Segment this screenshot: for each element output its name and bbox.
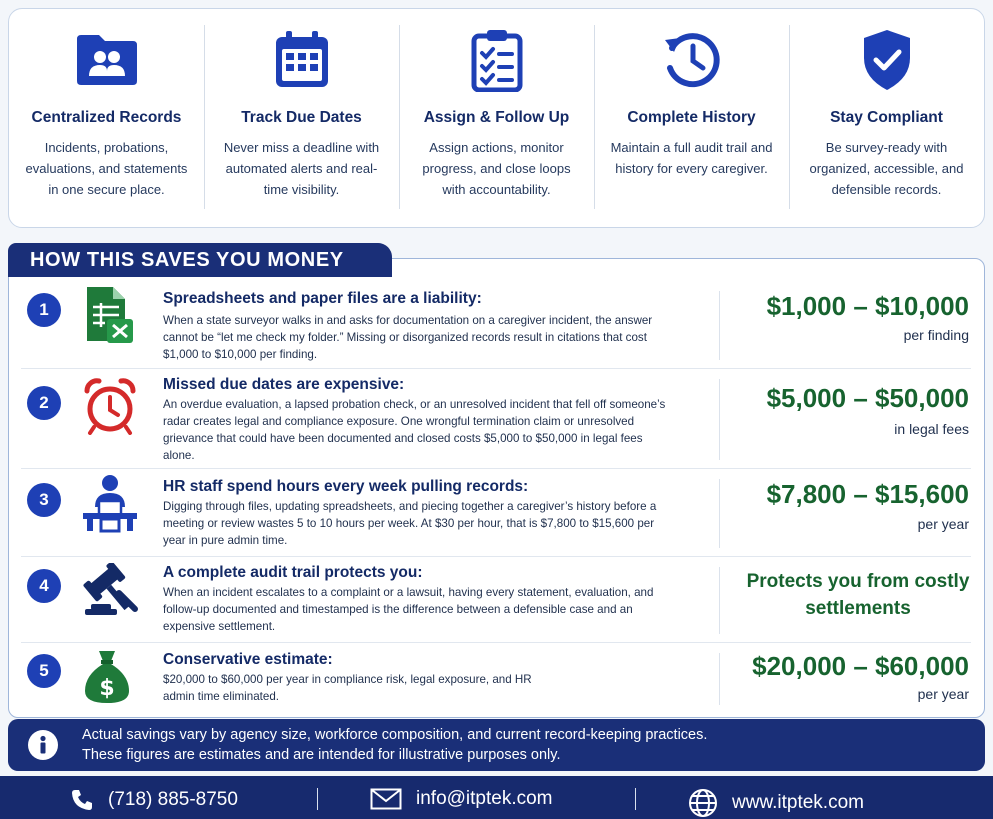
phone-contact[interactable] <box>70 788 238 812</box>
gavel-icon <box>81 563 141 623</box>
item-number-badge: 5 <box>27 654 61 688</box>
item-description: When an incident escalates to a complaint or a lawsuit, having every statement, evaluation, and follow-up documented and timestamped is the difference between a defensible case and an expensive settlement. <box>163 586 654 633</box>
feature-stay-compliant <box>789 9 984 227</box>
savings-heading: HOW THIS SAVES YOU MONEY <box>8 243 392 277</box>
disclaimer-line-2: These figures are estimates and are intended for illustrative purposes only. <box>82 746 561 763</box>
footer-separator <box>317 788 318 810</box>
savings-amount: $7,800 – $15,600 <box>766 479 969 509</box>
item-title: Spreadsheets and paper files are a liability: <box>163 290 482 307</box>
svg-text:$: $ <box>99 676 115 701</box>
savings-amount: $5,000 – $50,000 <box>766 383 969 413</box>
feature-description: Assign actions, monitor progress, and close loops with accountability. <box>422 140 571 197</box>
savings-item-missed-due-dates <box>21 369 971 469</box>
savings-unit: per year <box>917 516 969 532</box>
savings-item-hr-hours <box>21 469 971 557</box>
savings-item-conservative-estimate <box>21 643 971 713</box>
item-description: When a state surveyor walks in and asks for documentation on a caregiver incident, the answer cannot be “let me check my folder.” Missing or disorganized records result in citations that cost $1,000 to $10,000 per finding. <box>163 314 653 361</box>
savings-amount: $20,000 – $60,000 <box>752 651 969 681</box>
feature-description: Be survey-ready with organized, accessible, and defensible records. <box>809 140 964 197</box>
disclaimer-line-1: Actual savings vary by agency size, workforce composition, and current record-keeping practices. <box>82 727 708 743</box>
savings-unit: per finding <box>903 327 969 343</box>
savings-unit: in legal fees <box>894 421 969 437</box>
feature-description: Maintain a full audit trail and history for every caregiver. <box>610 140 773 176</box>
clipboard-checklist-icon <box>462 25 532 95</box>
history-clock-icon <box>657 25 727 95</box>
feature-title: Stay Compliant <box>830 109 943 126</box>
feature-title: Centralized Records <box>31 109 182 126</box>
feature-track-due-dates <box>204 9 399 227</box>
email-address[interactable]: info@itptek.com <box>416 788 553 809</box>
savings-panel <box>8 258 985 718</box>
item-description: $20,000 to $60,000 per year in compliance risk, legal exposure, and HR admin time eliminated. <box>163 673 532 703</box>
email-contact[interactable] <box>370 788 553 810</box>
savings-amount: $1,000 – $10,000 <box>766 291 969 321</box>
feature-centralized-records <box>9 9 204 227</box>
disclaimer-text <box>82 726 707 765</box>
item-description: Digging through files, updating spreadsheets, and piecing together a caregiver’s history before a meeting or review wastes 5 to 10 hours per week. At $30 per hour, that is $7,800 to $15,600 per year in pure admin time. <box>163 500 657 547</box>
contact-footer <box>0 776 993 819</box>
envelope-icon <box>370 788 402 810</box>
hr-desk-worker-icon <box>81 473 141 533</box>
shield-check-icon <box>852 25 922 95</box>
feature-title: Assign & Follow Up <box>423 109 570 126</box>
folder-people-icon <box>72 25 142 95</box>
feature-complete-history <box>594 9 789 227</box>
money-bag-icon <box>81 647 141 707</box>
feature-title: Complete History <box>627 109 756 126</box>
spreadsheet-icon <box>81 285 141 345</box>
globe-icon <box>688 788 718 818</box>
savings-item-spreadsheets <box>21 281 971 369</box>
item-title: A complete audit trail protects you: <box>163 564 423 581</box>
footer-separator <box>635 788 636 810</box>
item-number-badge: 2 <box>27 386 61 420</box>
info-icon <box>28 730 58 760</box>
feature-title: Track Due Dates <box>241 109 362 126</box>
calendar-icon <box>267 25 337 95</box>
phone-number[interactable]: (718) 885-8750 <box>108 789 238 810</box>
feature-description: Never miss a deadline with automated alerts and real-time visibility. <box>223 140 380 197</box>
feature-assign-follow-up <box>399 9 594 227</box>
savings-unit: per year <box>917 686 969 702</box>
alarm-clock-icon <box>81 377 141 437</box>
savings-protection-note: Protects you from costly settlements <box>746 571 970 619</box>
item-title: Conservative estimate: <box>163 651 333 668</box>
phone-icon <box>70 788 94 812</box>
savings-item-audit-trail <box>21 557 971 643</box>
features-panel <box>8 8 985 228</box>
item-description: An overdue evaluation, a lapsed probation check, or an unresolved incident that fell off someone’s radar creates legal and compliance exposure. One wrongful termination claim or unresolved grievance that could have been documented and closed costs $5,000 to $50,000 in legal fees alone. <box>163 398 666 462</box>
divider <box>719 567 720 634</box>
item-title: HR staff spend hours every week pulling records: <box>163 478 529 495</box>
item-title: Missed due dates are expensive: <box>163 376 405 393</box>
item-number-badge: 1 <box>27 293 61 327</box>
item-number-badge: 3 <box>27 483 61 517</box>
item-number-badge: 4 <box>27 569 61 603</box>
feature-description: Incidents, probations, evaluations, and statements in one secure place. <box>25 140 188 197</box>
website-url[interactable]: www.itptek.com <box>732 792 864 813</box>
disclaimer-bar <box>8 719 985 771</box>
website-contact[interactable] <box>688 788 864 818</box>
